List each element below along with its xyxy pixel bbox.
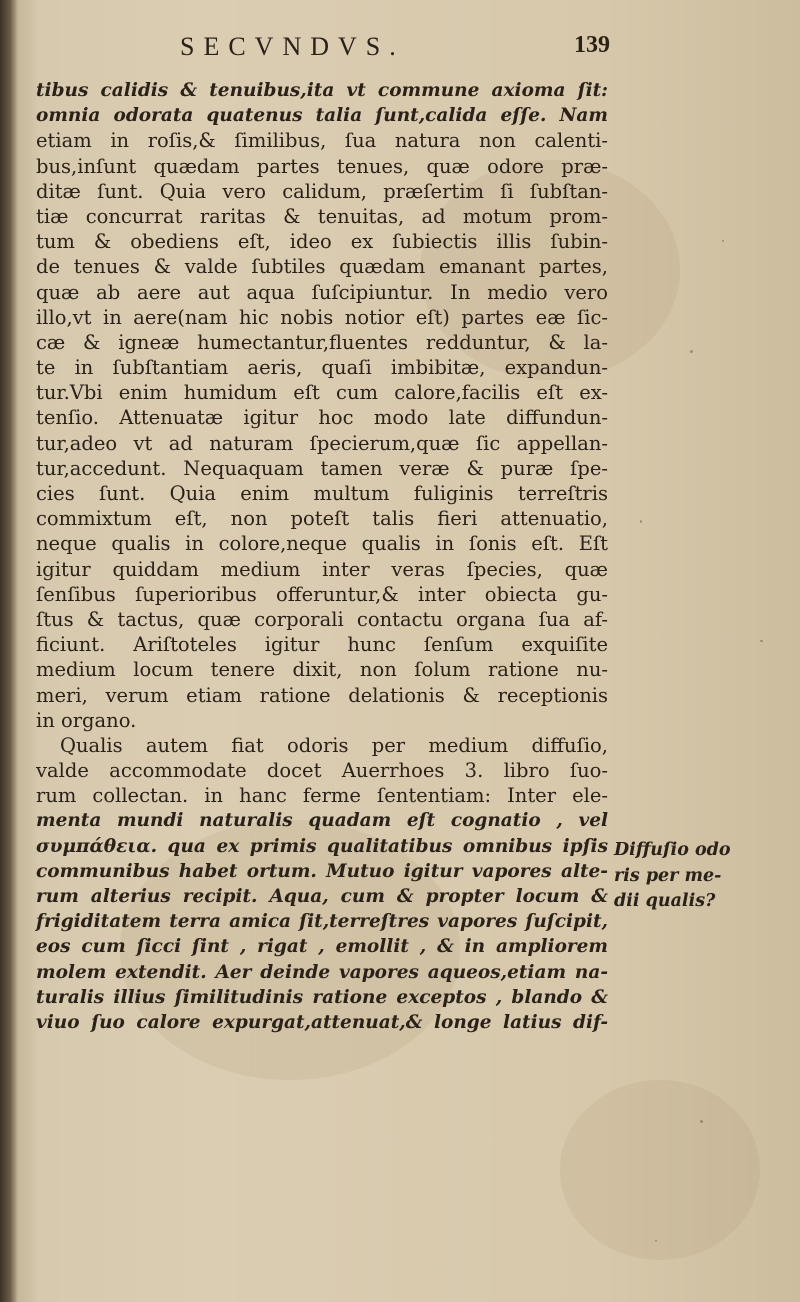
binding-gutter [0, 0, 18, 1302]
text-line: bus,inſunt quædam partes tenues, quæ odore præ- [36, 154, 608, 178]
text-line: menta mundi naturalis quadam eſt cognatio , vel [36, 810, 608, 832]
text-line: commixtum eſt, non poteſt talis fieri attenuatio, [36, 507, 608, 531]
text-line: tiæ concurrat raritas & tenuitas, ad motum prom- [36, 204, 608, 228]
text-line: communibus habet ortum. Mutuo igitur vapores alte- [36, 860, 608, 882]
text-line: eos cum ſicci ſint , rigat , emollit , & in ampliorem [36, 936, 608, 958]
text-line: ficiunt. Ariſtoteles igitur hunc ſenſum exquiſite [36, 633, 608, 657]
text-line: valde accommodate docet Auerrhoes 3. libro ſuo- [36, 759, 608, 783]
text-line: medium locum tenere dixit, non ſolum ratione nu- [36, 658, 608, 682]
text-line: tur.Vbi enim humidum eſt cum calore,facilis eſt ex- [36, 381, 608, 405]
text-line: tur,accedunt. Nequaquam tamen veræ & puræ ſpe- [36, 456, 608, 480]
text-line: de tenues & valde ſubtiles quædam emanant partes, [36, 255, 608, 279]
paper-stain [560, 1080, 760, 1260]
margin-note-line: ris per me- [614, 865, 722, 886]
text-line: rum collectan. in hanc ferme ſententiam: Inter ele- [36, 784, 608, 808]
text-line: meri, verum etiam ratione delationis & receptionis [36, 683, 608, 707]
text-line: συμπάθεια. qua ex primis qualitatibus omnibus ipſis [36, 835, 608, 857]
running-head: SECVNDVS. [180, 32, 405, 61]
text-line: cæ & igneæ humectantur,fluentes redduntur, & la- [36, 330, 608, 354]
text-line: neque qualis in colore,neque qualis in ſonis eſt. Eſt [36, 532, 608, 556]
text-line: omnia odorata quatenus talia ſunt,calida eſſe. Nam [36, 105, 608, 127]
text-line: rum alterius recipit. Aqua, cum & propter locum & [36, 886, 608, 907]
text-line: igitur quiddam medium inter veras ſpecies, quæ [36, 557, 608, 581]
text-line: Qualis autem fiat odoris per medium diffuſio, [60, 733, 608, 757]
text-line: etiam in roſis,& ſimilibus, ſua natura non calenti- [36, 129, 608, 153]
margin-note-line: dii qualis? [614, 891, 716, 911]
margin-note-line: Diffuſio odo [614, 840, 731, 860]
text-line: ſenſibus ſuperioribus offeruntur,& inter obiecta gu- [36, 582, 608, 606]
text-line: tur,adeo vt ad naturam ſpecierum,quæ ſic appellan- [36, 431, 608, 455]
text-line: illo,vt in aere(nam hic nobis notior eſt) partes eæ ſic- [36, 305, 608, 329]
text-line: ditæ ſunt. Quia vero calidum, præſertim ſi ſubſtan- [36, 179, 608, 203]
text-line: viuo ſuo calore expurgat,attenuat,& longe latius dif- [36, 1011, 608, 1033]
text-line: quæ ab aere aut aqua ſuſcipiuntur. In medio vero [36, 280, 608, 304]
text-line: frigiditatem terra amica ſit,terreſtres vapores ſuſcipit, [36, 911, 608, 933]
text-line: turalis illius ſimilitudinis ratione exceptos , blando & [36, 986, 608, 1008]
text-line: tenſio. Attenuatæ igitur hoc modo late diffundun- [36, 406, 608, 430]
text-line: in organo. [36, 708, 137, 732]
body-text [36, 78, 608, 1035]
page-header [40, 28, 610, 68]
text-line: tum & obediens eſt, ideo ex ſubiectis illis ſubin- [36, 230, 608, 254]
margin-note [614, 838, 794, 915]
page-number: 139 [574, 32, 610, 58]
text-line: cies ſunt. Quia enim multum fuliginis terreſtris [36, 482, 608, 505]
text-line: ſtus & tactus, quæ corporali contactu organa ſua af- [36, 607, 608, 631]
text-line: tibus calidis & tenuibus,ita vt commune axioma ſit: [36, 80, 608, 101]
text-line: molem extendit. Aer deinde vapores aqueos,etiam na- [36, 961, 608, 983]
text-line: te in ſubſtantiam aeris, quaſi imbibitæ, expandun- [36, 356, 608, 380]
